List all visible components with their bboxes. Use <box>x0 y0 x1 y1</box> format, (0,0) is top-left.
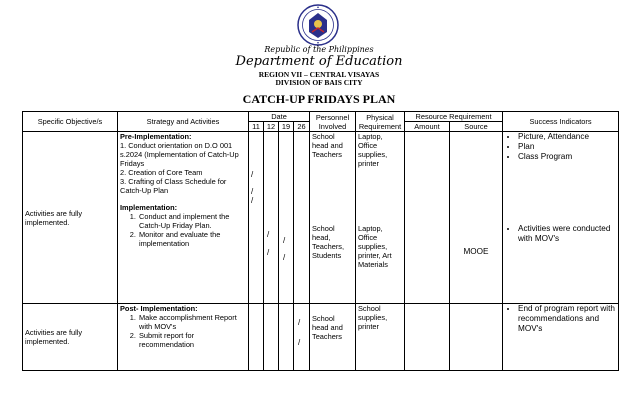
check-mark: / <box>267 248 270 257</box>
amount-cell <box>405 132 450 304</box>
personnel-text: School head and Teachers <box>312 314 343 341</box>
header-resource: Resource Requirement <box>405 112 503 122</box>
header-date: Date <box>249 112 310 122</box>
date-12-cell <box>264 132 279 304</box>
indicator-item: • Class Program <box>518 152 616 162</box>
deped-seal-logo <box>297 4 339 46</box>
header-success: Success Indicators <box>503 112 619 132</box>
success-cell <box>503 304 619 371</box>
personnel-cell <box>310 132 356 304</box>
implementation-item: 1. Conduct and implement the Catch-Up Friday Plan. <box>138 212 246 230</box>
post-item: 2. Submit report for recommendation <box>138 331 246 349</box>
header-row-1 <box>23 112 619 122</box>
date-26-cell <box>294 132 310 304</box>
date-26-cell <box>294 304 310 371</box>
physical-cell <box>356 304 405 371</box>
division-text: DIVISION OF BAIS CITY <box>275 78 363 87</box>
objective-cell <box>23 304 118 371</box>
physical-impl: Laptop, Office supplies, printer, Art Materials <box>358 224 392 269</box>
source-cell <box>450 304 503 371</box>
strategy-cell <box>118 304 249 371</box>
date-11-cell <box>249 304 264 371</box>
objective-cell <box>23 132 118 304</box>
check-mark: / <box>251 170 254 179</box>
indicator-item: • Activities were conducted with MOV's <box>518 224 616 244</box>
personnel-impl: School head, Teachers, Students <box>312 224 345 260</box>
header-date-12: 12 <box>264 122 279 132</box>
indicator-item: • Plan <box>518 142 616 152</box>
objective-text: Activities are fully implemented. <box>25 328 83 346</box>
implementation-item: 2. Monitor and evaluate the implementation <box>138 230 246 248</box>
pre-item: 3. Crafting of Class Schedule for Catch-Up Plan <box>120 177 227 195</box>
check-mark: / <box>283 253 286 262</box>
catch-up-plan-table <box>22 111 619 371</box>
department-text: Department of Education <box>235 54 403 69</box>
header-date-19: 19 <box>279 122 294 132</box>
pre-item: 1. Conduct orientation on D.O 001 s.2024 (Implementation of Catch-Up Fridays <box>120 141 239 168</box>
check-mark: / <box>251 187 254 196</box>
amount-cell <box>405 304 450 371</box>
strategy-cell <box>118 132 249 304</box>
personnel-cell <box>310 304 356 371</box>
date-19-cell <box>279 132 294 304</box>
pre-item: 2. Creation of Core Team <box>120 168 203 177</box>
check-mark: / <box>298 318 301 327</box>
pre-implementation-heading: Pre-Implementation: <box>120 132 192 141</box>
date-12-cell <box>264 304 279 371</box>
header-date-11: 11 <box>249 122 264 132</box>
header-amount: Amount <box>405 122 450 132</box>
check-mark: / <box>298 338 301 347</box>
physical-cell <box>356 132 405 304</box>
header-personnel: Personnel Involved <box>310 112 356 132</box>
table-row <box>23 132 619 304</box>
region-text: REGION VII – CENTRAL VISAYAS <box>258 70 380 79</box>
physical-text: School supplies, printer <box>358 304 388 331</box>
objective-text: Activities are fully implemented. <box>25 208 83 227</box>
source-cell <box>450 132 503 304</box>
check-mark: / <box>283 236 286 245</box>
header-source: Source <box>450 122 503 132</box>
republic-text: Republic of the Philippines <box>264 45 374 54</box>
post-implementation-heading: Post- Implementation: <box>120 304 198 313</box>
table-row <box>23 304 619 371</box>
date-11-cell <box>249 132 264 304</box>
indicator-item: • Picture, Attendance <box>518 132 616 142</box>
personnel-pre: School head and Teachers <box>312 132 343 159</box>
physical-pre: Laptop, Office supplies, printer <box>358 132 388 168</box>
implementation-heading: Implementation: <box>120 203 178 212</box>
header-physical: Physical Requirement <box>356 112 405 132</box>
check-mark: / <box>267 230 270 239</box>
plan-title: CATCH-UP FRIDAYS PLAN <box>242 92 396 106</box>
post-item: 1. Make accomplishment Report with MOV's <box>138 313 246 331</box>
source-text: MOOE <box>463 247 489 256</box>
success-cell <box>503 132 619 304</box>
date-19-cell <box>279 304 294 371</box>
header-objective: Specific Objective/s <box>23 112 118 132</box>
header-date-26: 26 <box>294 122 310 132</box>
check-mark: / <box>251 196 254 205</box>
indicator-item: • End of program report with recommendations and MOV's <box>518 304 616 334</box>
header-strategy: Strategy and Activities <box>118 112 249 132</box>
